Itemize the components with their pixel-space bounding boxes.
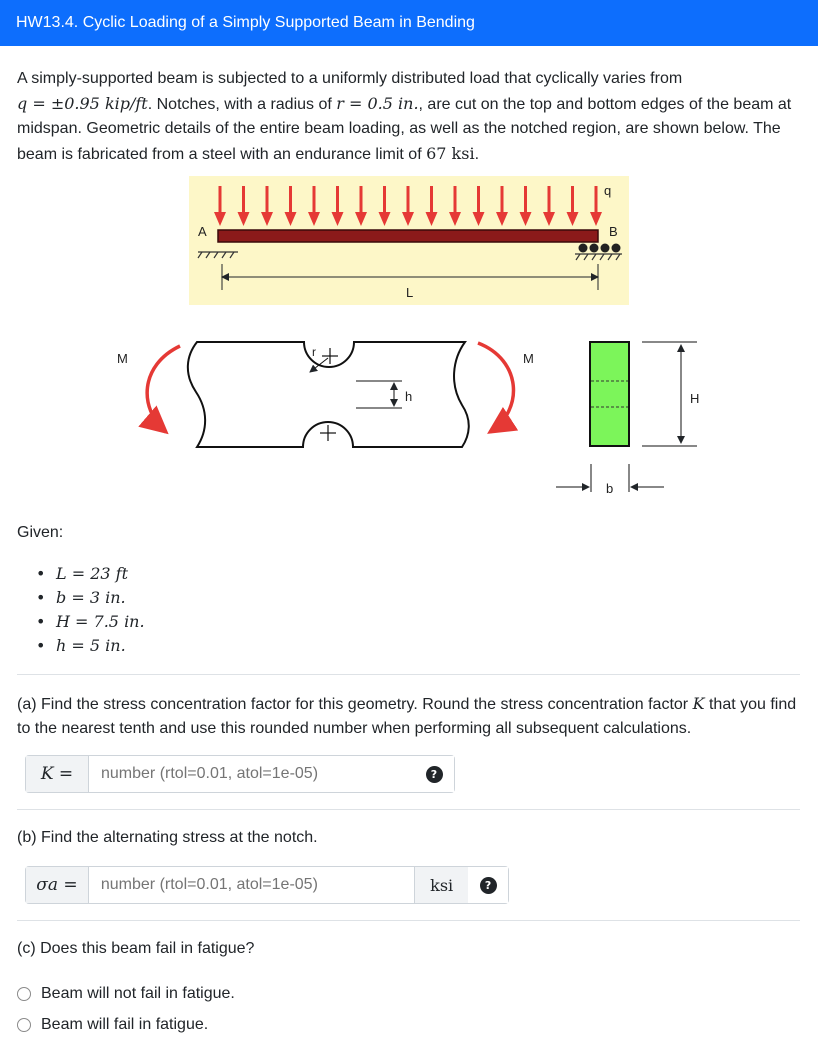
given-item-length: • L = 23 ft (36, 562, 145, 586)
question-title: HW13.4. Cyclic Loading of a Simply Supported Beam in Bending (16, 14, 475, 31)
moment-left-arrow (147, 346, 180, 432)
section-height-dimension (642, 342, 700, 446)
divider (17, 920, 800, 921)
problem-statement: A simply-supported beam is subjected to a uniformly distributed load that cyclically varies from q = ±0.95 kip/ft. Notches, with a radius of r = 0.5 in., are cut on the top and bottom edges of the beam at midspan. Geometric details of the entire beam loading, as well as the notched region, are shown below. The beam is fabricated from a steel with an endurance limit of 67 ksi. (17, 70, 792, 163)
sigma-a-answer-input[interactable] (89, 867, 414, 903)
sigma-a-help-button[interactable] (468, 867, 508, 903)
net-height-label: h (405, 389, 413, 404)
support-b-label: B (609, 224, 618, 239)
radio-option-not-fail[interactable] (17, 982, 235, 1006)
beam-body (218, 230, 598, 242)
moment-left-label: M (117, 351, 128, 366)
support-a-label: A (198, 224, 207, 239)
section-height-label: H (690, 391, 700, 406)
endurance-limit-expression: 67 ksi (426, 143, 475, 163)
radio-option-fail[interactable] (17, 1013, 208, 1037)
part-a-prompt: (a) Find the stress concentration factor for this geometry. Round the stress concentration factor K that you find to the nearest tenth and use this rounded number when performing all subsequent calculations. (17, 694, 797, 737)
problem-diagram (0, 170, 818, 510)
r-expression: r = 0.5 in. (336, 93, 419, 113)
given-item-net-height: • h = 5 in. (36, 634, 145, 658)
load-q-label: q (604, 183, 612, 198)
cross-section (590, 342, 629, 446)
stress-unit-label: ksi (414, 867, 468, 903)
given-item-width: • b = 3 in. (36, 586, 145, 610)
radio-button[interactable] (17, 987, 31, 1001)
radio-button[interactable] (17, 1018, 31, 1032)
net-height-dimension (356, 381, 402, 408)
given-item-height: • H = 7.5 in. (36, 610, 145, 634)
radio-option-label: Beam will not fail in fatigue. (41, 985, 235, 1002)
part-c-prompt: (c) Does this beam fail in fatigue? (17, 940, 255, 957)
k-answer-input[interactable] (89, 756, 414, 792)
part-b-prompt: (b) Find the alternating stress at the notch. (17, 829, 318, 846)
given-heading: Given: (17, 524, 64, 541)
radio-option-label: Beam will fail in fatigue. (41, 1016, 209, 1033)
question-title-bar (0, 0, 818, 46)
divider (17, 809, 800, 810)
given-list (36, 562, 145, 658)
k-label: K = (26, 756, 89, 792)
notch-radius-label: r (312, 345, 316, 359)
part-a-input-group (25, 755, 455, 793)
help-icon: ? (426, 766, 443, 783)
section-width-label: b (606, 481, 614, 496)
length-label: L (406, 285, 414, 300)
sigma-a-label: σa = (26, 867, 89, 903)
part-b-input-group (25, 866, 509, 904)
divider (17, 674, 800, 675)
q-expression: q = ±0.95 kip/ft (17, 93, 148, 113)
help-icon: ? (480, 877, 497, 894)
moment-right-label: M (523, 351, 534, 366)
k-help-button[interactable] (414, 756, 454, 792)
moment-right-arrow (478, 343, 513, 432)
